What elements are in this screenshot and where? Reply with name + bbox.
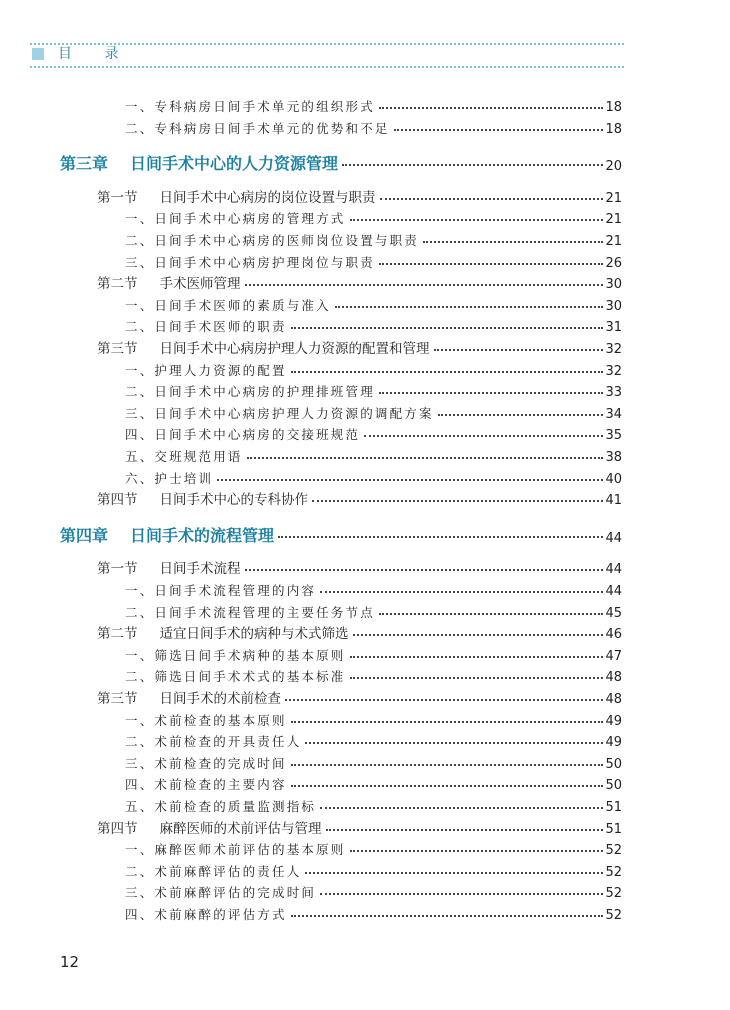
toc-leader-dots (350, 219, 604, 221)
toc-page-number: 33 (605, 385, 622, 401)
toc-entry-title: 一、术前检查的基本原则 (125, 712, 287, 728)
toc-page-number: 21 (605, 234, 622, 249)
toc-page-number: 49 (605, 713, 622, 729)
toc-leader-dots (353, 634, 604, 636)
toc-leader-dots (423, 241, 603, 243)
toc-item (125, 400, 622, 422)
toc-leader-dots (278, 536, 603, 538)
toc-entry-title: 三、日间手术中心病房护理岗位与职责 (125, 254, 375, 270)
toc-leader-dots (312, 500, 603, 502)
toc-section-label: 第一节 (97, 561, 138, 578)
toc-entry-title: 三、日间手术中心病房护理人力资源的调配方案 (125, 405, 434, 421)
toc-leader-dots (320, 807, 603, 809)
toc-page-number: 49 (605, 735, 622, 751)
toc-entry-title: 四、日间手术中心病房的交接班规范 (125, 427, 361, 443)
toc-item (125, 663, 622, 685)
toc-leader-dots (291, 764, 604, 766)
toc-page-number: 50 (605, 756, 622, 772)
toc-page-number: 51 (605, 821, 622, 837)
toc-entry-title: 四、术前麻醉的评估方式 (125, 907, 287, 922)
toc-leader-dots (326, 829, 604, 831)
toc-item (125, 205, 622, 227)
toc-page-number: 31 (605, 320, 622, 336)
toc-item (125, 292, 622, 314)
toc-item (125, 227, 622, 249)
toc-entry-title: 二、术前检查的开具责任人 (125, 734, 302, 750)
toc-chapter-label: 第四章 (60, 525, 109, 545)
toc-page-number: 52 (605, 864, 622, 880)
toc-entry-title: 二、日间手术流程管理的主要任务节点 (125, 604, 375, 620)
toc-page-number: 44 (605, 584, 622, 599)
toc-entry-title: 三、术前麻醉评估的完成时间 (125, 885, 317, 901)
toc-leader-dots (379, 107, 604, 109)
toc-leader-dots (247, 457, 604, 459)
toc-section (97, 620, 622, 642)
toc-page-number: 51 (605, 800, 622, 815)
toc-section (97, 270, 622, 292)
toc-entry-title: 三、术前检查的完成时间 (125, 755, 287, 771)
toc-item (125, 599, 622, 621)
toc-item (125, 93, 622, 115)
toc-entry-title: 五、交班规范用语 (125, 449, 243, 464)
toc-leader-dots (291, 371, 604, 373)
header-bottom-rule (30, 66, 624, 68)
toc-section (97, 184, 622, 206)
toc-item (125, 465, 622, 487)
toc-leader-dots (434, 349, 604, 351)
toc-section-label: 第四节 (97, 492, 138, 509)
toc-section (97, 486, 622, 508)
page-title: 目 录 (58, 46, 133, 62)
toc-entry-title: 二、日间手术中心病房的护理排班管理 (125, 384, 375, 400)
toc-item (125, 879, 622, 901)
toc-section-label: 第三节 (97, 691, 138, 707)
toc-page-number: 50 (605, 778, 622, 794)
toc-item (125, 577, 622, 599)
toc-item (125, 858, 622, 880)
toc-page-number: 32 (605, 363, 622, 379)
toc-leader-dots (342, 164, 603, 166)
toc-page-number: 52 (605, 843, 622, 859)
toc-entry-title: 一、专科病房日间手术单元的组织形式 (125, 99, 375, 114)
toc-item (125, 642, 622, 664)
toc-entry-title: 日间手术中心的人力资源管理 (130, 154, 339, 174)
toc-page-number: 48 (605, 692, 622, 707)
toc-page-number: 45 (605, 605, 622, 621)
toc-leader-dots (291, 785, 604, 787)
toc-entry-title: 日间手术流程 (159, 561, 241, 578)
toc-page-number: 20 (605, 159, 622, 175)
toc-section-label: 第三节 (97, 341, 138, 357)
toc-entry-title: 一、护理人力资源的配置 (125, 362, 287, 378)
toc-leader-dots (350, 656, 604, 658)
toc-item (125, 771, 622, 793)
toc-entry-title: 日间手术中心的专科协作 (159, 492, 308, 509)
toc-entry-title: 二、日间手术医师的职责 (125, 319, 287, 335)
toc-item (125, 728, 622, 750)
toc-section (97, 685, 622, 707)
toc-page-number: 47 (605, 648, 622, 664)
toc-section-label: 第二节 (97, 276, 138, 293)
toc-leader-dots (291, 327, 604, 329)
toc-entry-title: 一、日间手术流程管理的内容 (125, 583, 317, 598)
toc-page-number: 30 (605, 277, 622, 293)
toc-page-number: 44 (605, 530, 622, 546)
toc-leader-dots (380, 198, 604, 200)
toc-entry-title: 二、术前麻醉评估的责任人 (125, 863, 302, 879)
toc-page-number: 38 (605, 450, 622, 465)
page-number: 12 (60, 953, 80, 971)
toc-page-number: 26 (605, 255, 622, 271)
toc-item (125, 249, 622, 271)
toc-section-label: 第二节 (97, 626, 138, 643)
toc-entry-title: 适宜日间手术的病种与术式筛选 (159, 626, 349, 643)
toc-page-number: 48 (605, 670, 622, 686)
toc-leader-dots (394, 129, 604, 131)
toc-entry-title: 一、筛选日间手术病种的基本原则 (125, 647, 346, 663)
toc-entry-title: 四、术前检查的主要内容 (125, 777, 287, 793)
toc-entry-title: 一、日间手术中心病房的管理方式 (125, 211, 346, 227)
toc-page-number: 46 (605, 627, 622, 643)
toc-leader-dots (285, 699, 603, 701)
toc-page-number: 18 (605, 121, 622, 137)
toc-entry-title: 二、日间手术中心病房的医师岗位设置与职责 (125, 233, 420, 248)
toc-page-number: 41 (605, 493, 622, 509)
toc-entry-title: 五、术前检查的质量监测指标 (125, 799, 317, 814)
toc-leader-dots (245, 284, 604, 286)
toc-page-number: 30 (605, 298, 622, 314)
toc-section-label: 第四节 (97, 820, 138, 837)
toc-section (97, 335, 622, 357)
toc-item (125, 421, 622, 443)
toc-leader-dots (291, 915, 604, 917)
toc-chapter-label: 第三章 (60, 154, 109, 174)
toc-leader-dots (320, 893, 603, 895)
toc-entry-title: 日间手术的流程管理 (130, 525, 275, 545)
toc-leader-dots (320, 591, 603, 593)
toc-entry-title: 一、日间手术医师的素质与准入 (125, 297, 331, 313)
toc-item (125, 901, 622, 923)
toc-leader-dots (217, 479, 603, 481)
toc-page-number: 21 (605, 190, 622, 206)
toc-chapter (60, 520, 622, 546)
toc-leader-dots (438, 414, 604, 416)
toc-item (125, 707, 622, 729)
toc-leader-dots (335, 306, 604, 308)
toc-leader-dots (379, 613, 604, 615)
toc-page-number: 35 (605, 428, 622, 444)
toc-entry-title: 手术医师管理 (159, 276, 241, 293)
toc-leader-dots (379, 392, 604, 394)
toc-entry-title: 二、筛选日间手术术式的基本标准 (125, 669, 346, 685)
toc-item (125, 836, 622, 858)
toc-leader-dots (350, 850, 604, 852)
toc-item (125, 378, 622, 400)
toc-section (97, 815, 622, 837)
toc-page-number: 18 (605, 100, 622, 115)
toc-entry-title: 日间手术的术前检查 (159, 691, 281, 707)
toc-page-number: 34 (605, 406, 622, 422)
toc-item (125, 443, 622, 465)
toc-item (125, 357, 622, 379)
toc-entry-title: 麻醉医师的术前评估与管理 (159, 820, 322, 837)
toc-leader-dots (305, 872, 603, 874)
toc-leader-dots (291, 721, 604, 723)
toc-leader-dots (245, 569, 604, 571)
toc-entry-title: 一、麻醉医师术前评估的基本原则 (125, 842, 346, 858)
toc-entry-title: 二、专科病房日间手术单元的优势和不足 (125, 120, 390, 136)
toc-item (125, 750, 622, 772)
toc-section (97, 555, 622, 577)
toc-page-number: 52 (605, 886, 622, 902)
toc-page-number: 52 (605, 908, 622, 923)
toc-page-number: 32 (605, 342, 622, 357)
toc-page-number: 40 (605, 471, 622, 487)
toc-leader-dots (305, 742, 603, 744)
toc-page-number: 21 (605, 212, 622, 228)
toc-item (125, 115, 622, 137)
toc-leader-dots (350, 677, 604, 679)
toc-leader-dots (379, 263, 604, 265)
toc-leader-dots (364, 435, 603, 437)
toc-item (125, 313, 622, 335)
toc-entry-title: 六、护士培训 (125, 470, 214, 486)
toc-section-label: 第一节 (97, 189, 138, 206)
header-square-icon (32, 48, 44, 60)
toc-entry-title: 日间手术中心病房护理人力资源的配置和管理 (159, 341, 430, 357)
toc-chapter (60, 148, 622, 174)
toc-item (125, 793, 622, 815)
toc-page-number: 44 (605, 562, 622, 578)
toc-entry-title: 日间手术中心病房的岗位设置与职责 (159, 189, 376, 206)
